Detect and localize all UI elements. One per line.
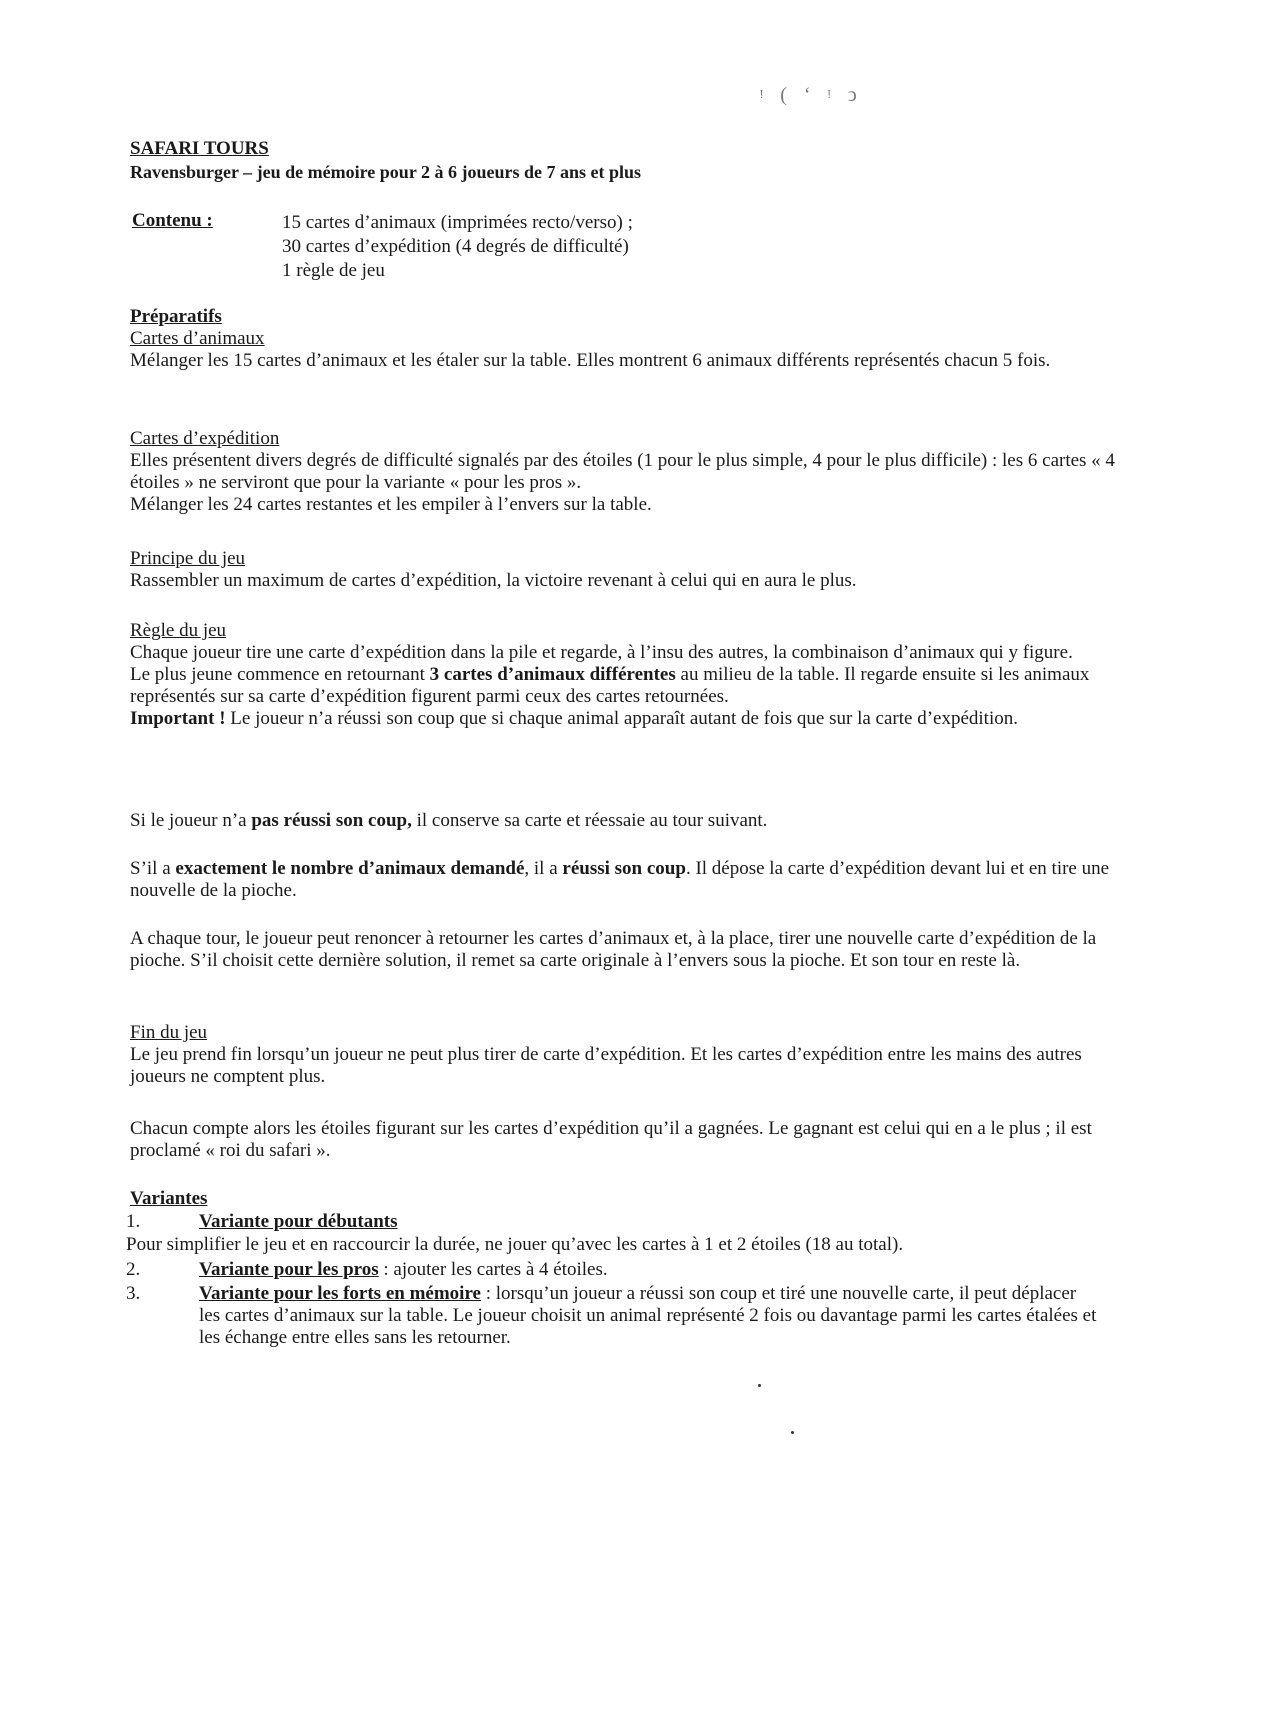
document-title: SAFARI TOURS bbox=[130, 138, 269, 159]
cartes-animaux-heading: Cartes d’animaux bbox=[130, 328, 265, 349]
variante-2-text: : ajouter les cartes à 4 étoiles. bbox=[378, 1259, 608, 1280]
cartes-animaux-text: Mélanger les 15 cartes d’animaux et les étaler sur la table. Elles montrent 6 animaux différents représentés chacun 5 fois. bbox=[130, 350, 1051, 371]
document-subtitle: Ravensburger – jeu de mémoire pour 2 à 6 joueurs de 7 ans et plus bbox=[130, 162, 642, 182]
regle-p2: Le plus jeune commence en retournant 3 cartes d’animaux différentes au milieu de la table. Il regarde ensuite si les animaux représentés sur sa carte d’expédition figurent parmi ceux des cartes retournées. bbox=[130, 664, 1090, 707]
regle-p4: Si le joueur n’a pas réussi son coup, il conserve sa carte et réessaie au tour suivant. bbox=[130, 810, 768, 831]
contenu-list bbox=[282, 212, 882, 284]
variante-3-number: 3. bbox=[126, 1283, 141, 1304]
variante-2-number: 2. bbox=[126, 1259, 141, 1280]
scan-speck bbox=[758, 1384, 761, 1387]
handwritten-mark: ᵎ ( ʻ ᵎ ↄ bbox=[760, 84, 863, 106]
variante-3-title: Variante pour les forts en mémoire bbox=[199, 1283, 481, 1304]
regle-p3: Important ! Le joueur n’a réussi son coup que si chaque animal apparaît autant de fois que sur la carte d’expédition. bbox=[130, 708, 1018, 729]
principe-heading: Principe du jeu bbox=[130, 548, 246, 569]
variante-3-text: : lorsqu’un joueur a réussi son coup et tiré une nouvelle carte, il peut déplacer les cartes d’animaux sur la table. Le joueur choisit un animal représenté 2 fois ou davantage parmi les cartes étalées et les échange entre elles sans les retourner. bbox=[199, 1283, 1097, 1348]
contenu-item: 1 règle de jeu bbox=[282, 260, 385, 281]
regle-heading: Règle du jeu bbox=[130, 620, 227, 641]
fin-p2: Chacun compte alors les étoiles figurant sur les cartes d’expédition qu’il a gagnées. Le gagnant est celui qui en a le plus ; il est proclamé « roi du safari ». bbox=[130, 1118, 1092, 1161]
contenu-item: 15 cartes d’animaux (imprimées recto/verso) ; bbox=[282, 212, 633, 233]
cartes-expedition-text2: Mélanger les 24 cartes restantes et les empiler à l’envers sur la table. bbox=[130, 494, 652, 515]
section-preparatifs bbox=[130, 306, 1130, 372]
regle-p6: A chaque tour, le joueur peut renoncer à retourner les cartes d’animaux et, à la place, tirer une nouvelle carte d’expédition de la pioche. S’il choisit cette dernière solution, il remet sa carte originale à l’envers sous la pioche. Et son tour en reste là. bbox=[130, 928, 1097, 971]
preparatifs-heading: Préparatifs bbox=[130, 306, 222, 327]
variante-1-number: 1. bbox=[126, 1211, 141, 1232]
section-regle bbox=[130, 620, 1130, 730]
fin-p1: Le jeu prend fin lorsqu’un joueur ne peut plus tirer de carte d’expédition. Et les cartes d’expédition entre les mains des autres joueurs ne comptent plus. bbox=[130, 1044, 1082, 1087]
contenu-item: 30 cartes d’expédition (4 degrés de difficulté) bbox=[282, 236, 629, 257]
section-fin bbox=[130, 1022, 1130, 1088]
regle-p1: Chaque joueur tire une carte d’expédition dans la pile et regarde, à l’insu des autres, la combinaison d’animaux qui y figure. bbox=[130, 642, 1073, 663]
scan-speck bbox=[791, 1431, 794, 1434]
section-cartes-expedition bbox=[130, 428, 1130, 516]
cartes-expedition-text1: Elles présentent divers degrés de difficulté signalés par des étoiles (1 pour le plus simple, 4 pour le plus difficile) : les 6 cartes « 4 étoiles » ne serviront que pour la variante « pour les pros ». bbox=[130, 450, 1115, 493]
variante-2-title: Variante pour les pros bbox=[199, 1259, 379, 1280]
fin-heading: Fin du jeu bbox=[130, 1022, 208, 1043]
cartes-expedition-heading: Cartes d’expédition bbox=[130, 428, 280, 449]
variantes-heading: Variantes bbox=[130, 1188, 208, 1209]
contenu-label: Contenu : bbox=[132, 210, 213, 231]
variante-1-title: Variante pour débutants bbox=[199, 1211, 398, 1232]
principe-text: Rassembler un maximum de cartes d’expédition, la victoire revenant à celui qui en aura le plus. bbox=[130, 570, 857, 591]
section-principe bbox=[130, 548, 1130, 592]
regle-p5: S’il a exactement le nombre d’animaux demandé, il a réussi son coup. Il dépose la carte d’expédition devant lui et en tire une nouvelle de la pioche. bbox=[130, 858, 1110, 901]
variante-1-text: Pour simplifier le jeu et en raccourcir la durée, ne jouer qu’avec les cartes à 1 et 2 étoiles (18 au total). bbox=[126, 1234, 904, 1255]
